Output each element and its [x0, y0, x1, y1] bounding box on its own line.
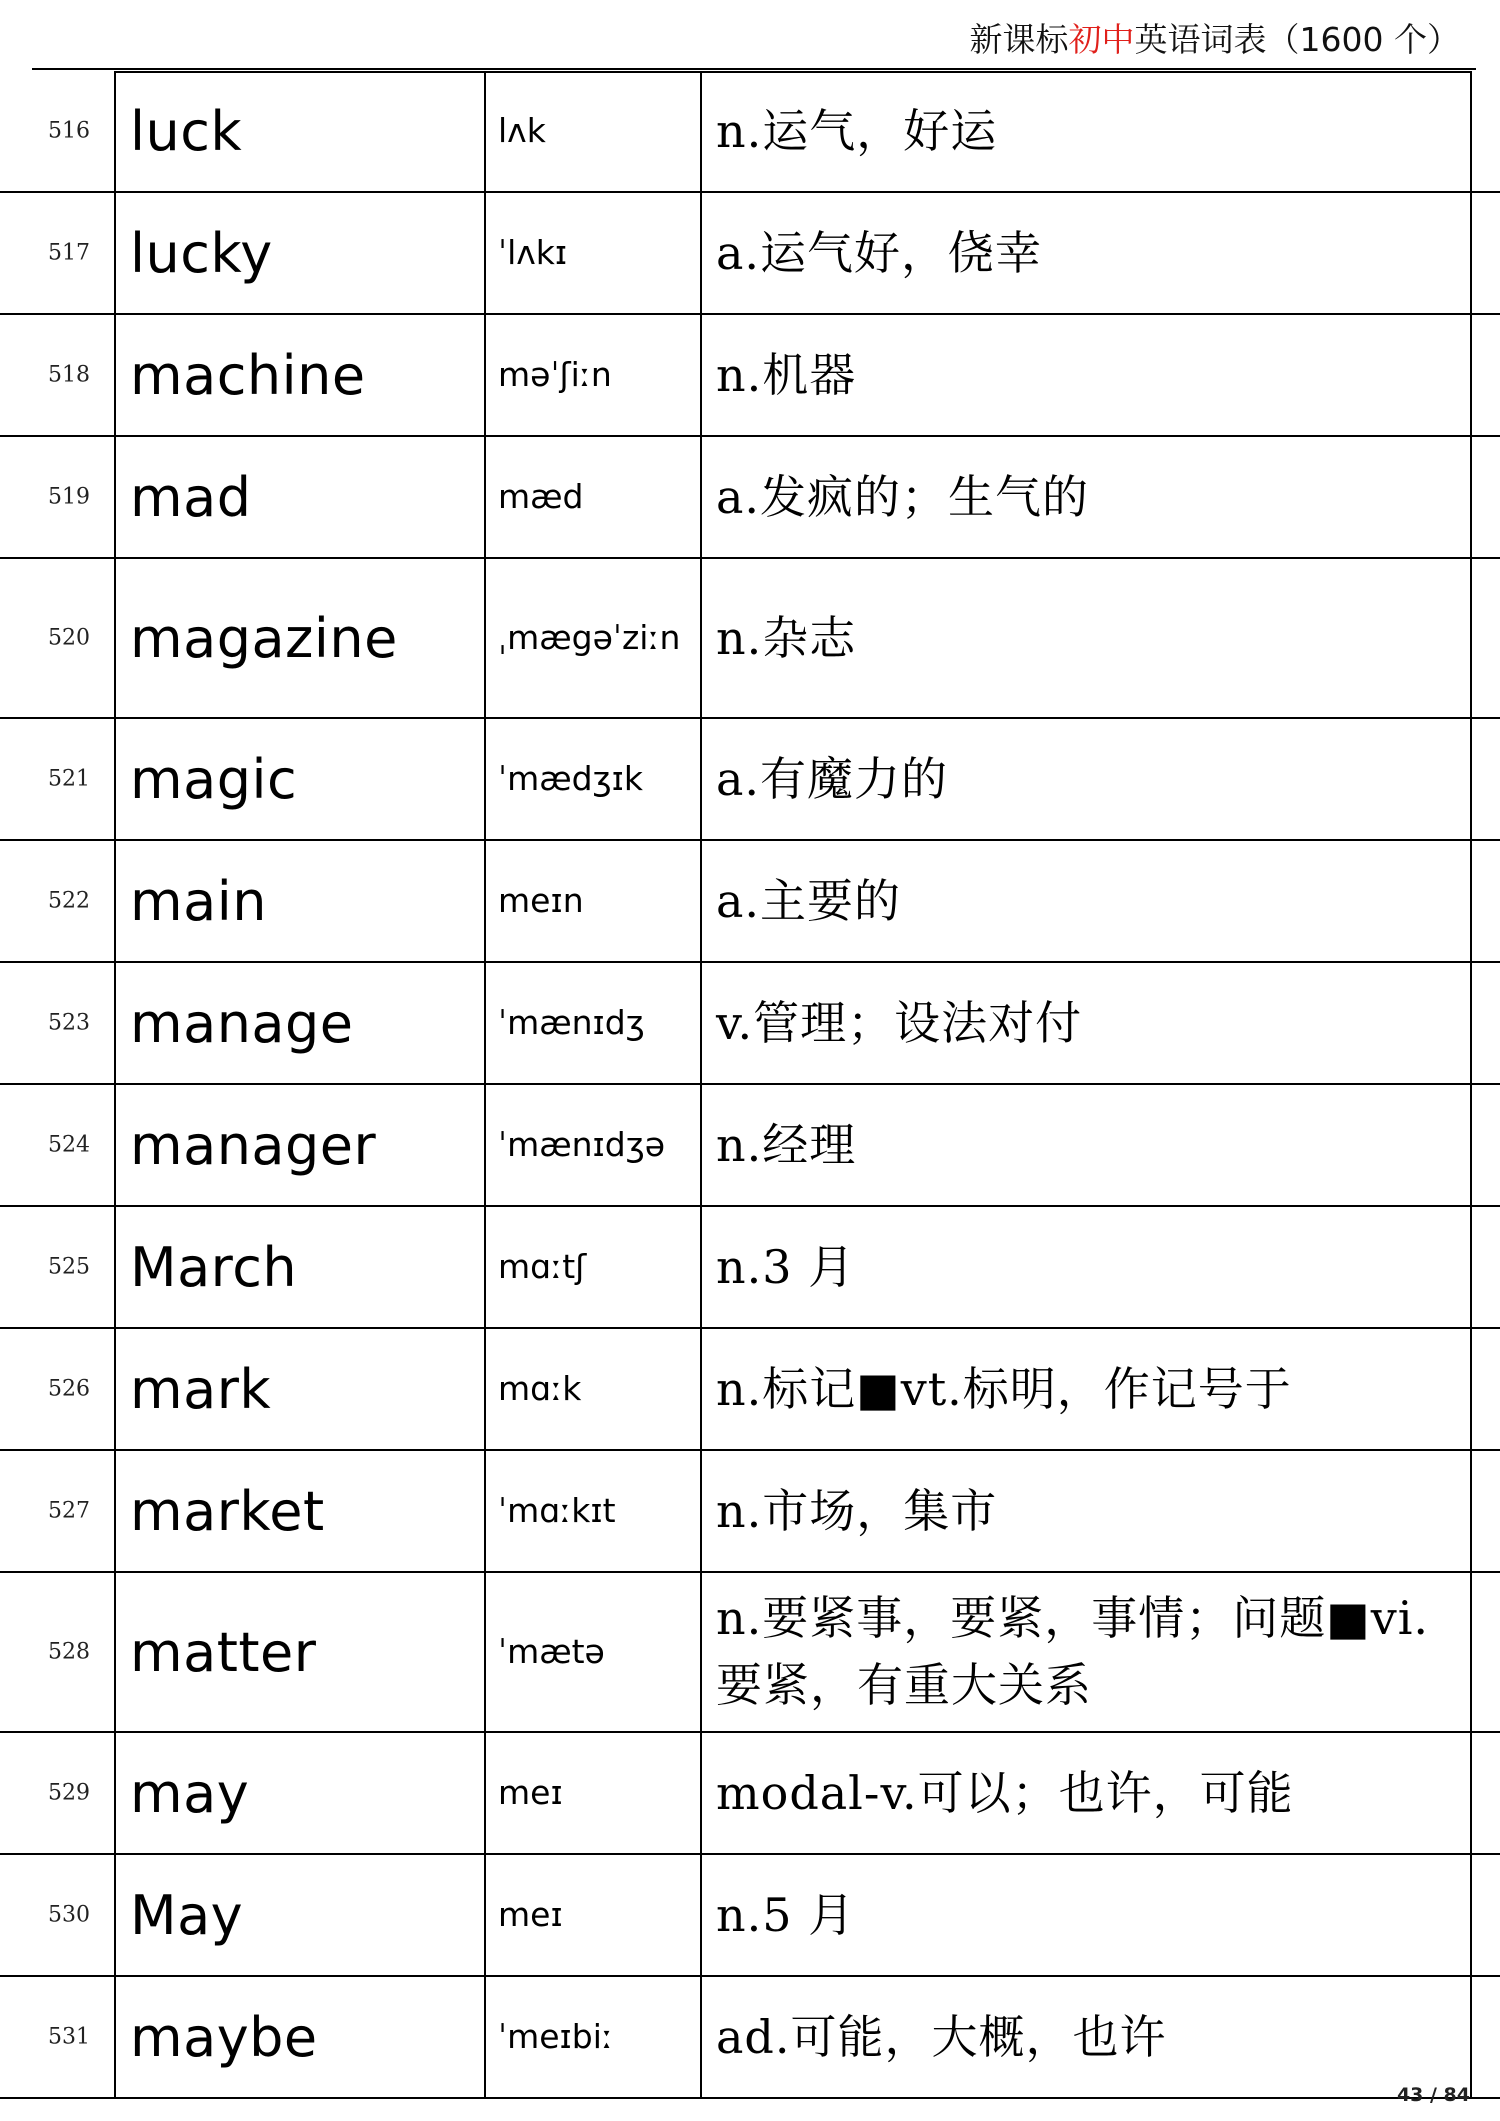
word-text: lucky: [130, 221, 273, 285]
row-index: 524: [48, 1132, 90, 1158]
phonetic-text: meɪn: [498, 880, 584, 920]
word-text: March: [130, 1235, 298, 1299]
definition-text-cell: [700, 1573, 1472, 1731]
definition-text: n.市场，集市: [716, 1483, 998, 1538]
phonetic-text: meɪ: [498, 1772, 563, 1812]
phonetic-text: lʌk: [498, 110, 546, 150]
row-index: 530: [48, 1902, 90, 1928]
definition-text-cell: [700, 193, 1472, 313]
definition-text-cell: [700, 1085, 1472, 1205]
phonetic-text-cell: [484, 1573, 700, 1731]
table-row: [0, 71, 1500, 193]
row-index: 526: [48, 1376, 90, 1402]
word-text: magazine: [130, 606, 398, 670]
word-text: manage: [130, 991, 354, 1055]
word-text-cell: [114, 1451, 484, 1571]
row-index: 521: [48, 766, 90, 792]
phonetic-text-cell: [484, 71, 700, 191]
definition-text-cell: [700, 719, 1472, 839]
definition-text-cell: [700, 1207, 1472, 1327]
phonetic-text: mɑːtʃ: [498, 1246, 587, 1286]
word-text-cell: [114, 1329, 484, 1449]
word-text-cell: [114, 1733, 484, 1853]
definition-text: a.运气好，侥幸: [716, 225, 1043, 280]
row-index: 519: [48, 484, 90, 510]
phonetic-text: mæd: [498, 476, 584, 516]
table-row: [0, 315, 1500, 437]
table-row: [0, 559, 1500, 719]
definition-text-cell: [700, 1733, 1472, 1853]
definition-text: n.运气，好运: [716, 103, 998, 158]
definition-text-cell: [700, 437, 1472, 557]
phonetic-text: mɑːk: [498, 1368, 582, 1408]
page-number: 43 / 84: [1396, 2084, 1470, 2106]
header-suffix: 英语词表（1600 个）: [1134, 20, 1460, 59]
phonetic-text-cell: [484, 1855, 700, 1975]
phonetic-text: ˈmætə: [498, 1631, 605, 1671]
word-text: machine: [130, 343, 366, 407]
word-text: magic: [130, 747, 298, 811]
definition-text: n.标记■vt.标明，作记号于: [716, 1361, 1292, 1416]
header-rule: [32, 68, 1476, 70]
word-text: maybe: [130, 2005, 318, 2069]
row-index: 528: [48, 1639, 90, 1665]
phonetic-text: ˌmægəˈziːn: [498, 617, 681, 657]
definition-text-cell: [700, 1855, 1472, 1975]
row-index: 516: [48, 118, 90, 144]
word-text: mad: [130, 465, 252, 529]
phonetic-text-cell: [484, 1977, 700, 2097]
table-row: [0, 1329, 1500, 1451]
definition-text: n.要紧事，要紧，事情；问题■vi.要紧，有重大关系: [716, 1591, 1430, 1712]
row-index: 525: [48, 1254, 90, 1280]
word-text-cell: [114, 315, 484, 435]
table-row: [0, 1085, 1500, 1207]
word-text-cell: [114, 1573, 484, 1731]
row-index: 520: [48, 625, 90, 651]
word-text: luck: [130, 99, 243, 163]
definition-text: a.发疯的；生气的: [716, 469, 1090, 524]
phonetic-text: ˈmænɪdʒ: [498, 1002, 645, 1042]
word-text: matter: [130, 1620, 317, 1684]
phonetic-text: ˈmɑːkɪt: [498, 1490, 616, 1530]
word-text-cell: [114, 1977, 484, 2097]
table-row: [0, 1855, 1500, 1977]
definition-text: n.机器: [716, 347, 857, 402]
phonetic-text-cell: [484, 1085, 700, 1205]
header-prefix: 新课标: [969, 20, 1069, 59]
table-row: [0, 437, 1500, 559]
word-text: main: [130, 869, 267, 933]
table-row: [0, 1451, 1500, 1573]
table-row: [0, 719, 1500, 841]
row-index: 522: [48, 888, 90, 914]
row-index: 527: [48, 1498, 90, 1524]
page-header: [970, 14, 1460, 61]
table-row: [0, 841, 1500, 963]
header-highlight: 初中: [1068, 20, 1135, 59]
phonetic-text: məˈʃiːn: [498, 354, 612, 394]
phonetic-text-cell: [484, 841, 700, 961]
definition-text: v.管理；设法对付: [716, 995, 1083, 1050]
row-index: 523: [48, 1010, 90, 1036]
word-text-cell: [114, 841, 484, 961]
definition-text: n.3 月: [716, 1239, 856, 1294]
word-text-cell: [114, 193, 484, 313]
phonetic-text-cell: [484, 1733, 700, 1853]
phonetic-text-cell: [484, 1207, 700, 1327]
word-text-cell: [114, 719, 484, 839]
phonetic-text-cell: [484, 193, 700, 313]
phonetic-text-cell: [484, 963, 700, 1083]
definition-text: n.经理: [716, 1117, 857, 1172]
definition-text-cell: [700, 1451, 1472, 1571]
row-index: 518: [48, 362, 90, 388]
phonetic-text: ˈlʌkɪ: [498, 232, 568, 272]
phonetic-text: meɪ: [498, 1894, 563, 1934]
definition-text: ad.可能，大概，也许: [716, 2009, 1167, 2064]
row-index: 529: [48, 1780, 90, 1806]
phonetic-text-cell: [484, 315, 700, 435]
phonetic-text: ˈmædʒɪk: [498, 758, 644, 798]
definition-text: n.杂志: [716, 610, 857, 665]
row-index: 531: [48, 2024, 90, 2050]
word-text-cell: [114, 559, 484, 717]
definition-text: modal-v.可以；也许，可能: [716, 1765, 1294, 1820]
phonetic-text-cell: [484, 1451, 700, 1571]
definition-text-cell: [700, 559, 1472, 717]
definition-text-cell: [700, 71, 1472, 191]
word-text: may: [130, 1761, 250, 1825]
table-row: [0, 1977, 1500, 2099]
word-text-cell: [114, 1855, 484, 1975]
table-row: [0, 1573, 1500, 1733]
phonetic-text: ˈmeɪbiː: [498, 2016, 614, 2056]
phonetic-text-cell: [484, 437, 700, 557]
table-row: [0, 963, 1500, 1085]
word-text-cell: [114, 963, 484, 1083]
table-row: [0, 1207, 1500, 1329]
phonetic-text-cell: [484, 719, 700, 839]
word-text-cell: [114, 1085, 484, 1205]
word-text: market: [130, 1479, 325, 1543]
definition-text-cell: [700, 315, 1472, 435]
word-text: manager: [130, 1113, 377, 1177]
word-text-cell: [114, 71, 484, 191]
phonetic-text: ˈmænɪdʒə: [498, 1124, 666, 1164]
definition-text: a.有魔力的: [716, 751, 949, 806]
phonetic-text-cell: [484, 559, 700, 717]
definition-text-cell: [700, 963, 1472, 1083]
definition-text: n.5 月: [716, 1887, 856, 1942]
word-text: mark: [130, 1357, 272, 1421]
word-text-cell: [114, 1207, 484, 1327]
phonetic-text-cell: [484, 1329, 700, 1449]
vocabulary-table: [0, 71, 1500, 2099]
definition-text-cell: [700, 1329, 1472, 1449]
word-text-cell: [114, 437, 484, 557]
table-row: [0, 193, 1500, 315]
word-text: May: [130, 1883, 244, 1947]
definition-text-cell: [700, 1977, 1472, 2097]
definition-text-cell: [700, 841, 1472, 961]
definition-text: a.主要的: [716, 873, 902, 928]
row-index: 517: [48, 240, 90, 266]
table-row: [0, 1733, 1500, 1855]
